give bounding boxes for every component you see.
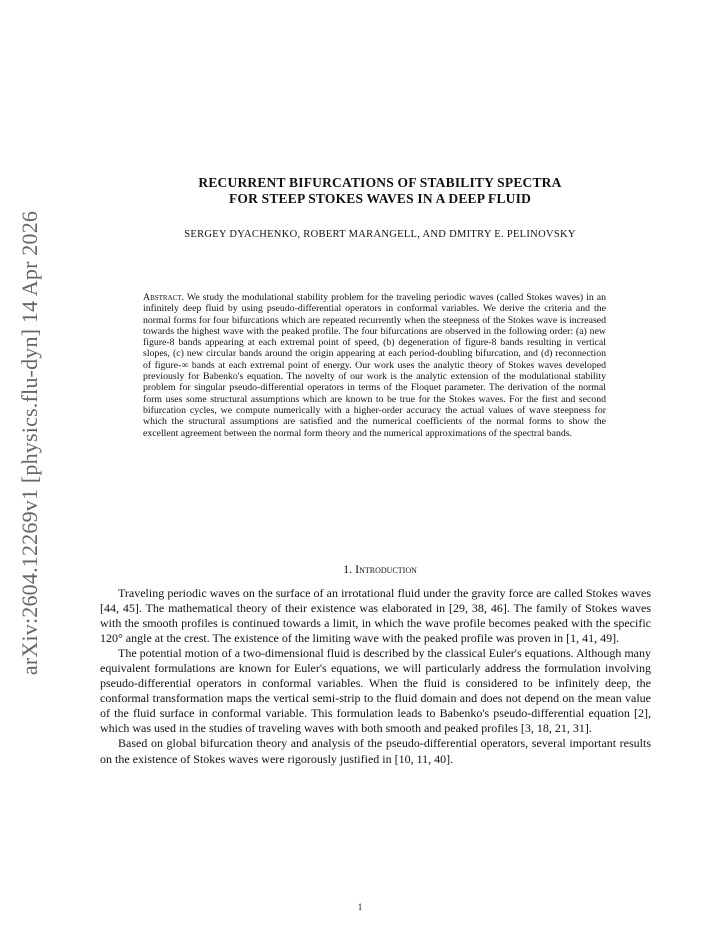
abstract-label: Abstract. — [143, 292, 185, 303]
abstract — [143, 292, 606, 439]
paragraph: The potential motion of a two-dimensional fluid is described by the classical Euler's equations. Although many equivalent formulations are known for Euler's equations, we will particularly address the formulation involving pseudo-differential operators in conformal variables. When the fluid is considered to be infinitely deep, the conformal transformation maps the vertical semi-strip to the fluid domain and does not depend on the mean value of the fluid surface in conformal variable. This formulation leads to Babenko's pseudo-differential equation [2], which was used in the studies of traveling waves with both smooth and peaked profiles [3, 18, 21, 31]. — [100, 646, 651, 736]
section-title: Introduction — [355, 562, 417, 576]
arxiv-stamp-text: arXiv:2604.12269v1 [physics.flu-dyn] 14 Apr 2026 — [17, 210, 42, 676]
paragraph: Based on global bifurcation theory and analysis of the pseudo-differential operators, several important results on the existence of Stokes waves were rigorously justified in [10, 11, 40]. — [100, 736, 651, 766]
title-line-1: RECURRENT BIFURCATIONS OF STABILITY SPECTRA — [198, 175, 562, 190]
title-line-2: FOR STEEP STOKES WAVES IN A DEEP FLUID — [228, 191, 532, 206]
page-number: 1 — [357, 902, 363, 912]
paragraph: Traveling periodic waves on the surface of an irrotational fluid under the gravity force are called Stokes waves [44, 45]. The mathematical theory of their existence was elaborated in [29, 38, 46]. The family of Stokes waves with the smooth profiles is continued towards a limit, in which the wave profile becomes peaked with the specific 120° angle at the crest. The existence of the limiting wave with the peaked profile was proven in [1, 41, 49]. — [100, 586, 651, 646]
body-text — [100, 586, 651, 767]
abstract-text: We study the modulational stability problem for the traveling periodic waves (called Stokes waves) in an infinitely deep fluid by using pseudo-differential operators in conformal variables. We derive the criteria and the normal forms for four bifurcations which are repeated recurrently when the steepness of the Stokes wave is increased towards the highest wave with the peaked profile. The four bifurcations are observed in the following order: (a) new figure-8 bands appearing at each extremal point of speed, (b) degeneration of figure-8 bands resulting in vertical slopes, (c) new circular bands around the origin appearing at each period-doubling bifurcation, and (d) reconnection of figure-∞ bands at each extremal point of energy. Our work uses the analytic theory of Stokes waves developed previously for Babenko's equation. The novelty of our work is the analytic extension of the modulational stability problem for singular pseudo-differential operators in terms of the Floquet parameter. The derivation of the normal form uses some structural assumptions which are known to be true for the Stokes waves. For the first and second bifurcation cycles, we compute numerically with a higher-order accuracy the actual values of wave steepness for which the structural assumptions are satisfied and the numerical coefficients of the normal forms to show the excellent agreement between the normal form theory and the numerical approximations of the spectral bands. — [143, 292, 606, 439]
section-heading — [100, 562, 660, 577]
paper-title — [110, 175, 650, 207]
authors: SERGEY DYACHENKO, ROBERT MARANGELL, AND DMITRY E. PELINOVSKY — [184, 229, 576, 240]
section-number: 1. — [343, 562, 353, 576]
arxiv-stamp — [16, 210, 44, 676]
